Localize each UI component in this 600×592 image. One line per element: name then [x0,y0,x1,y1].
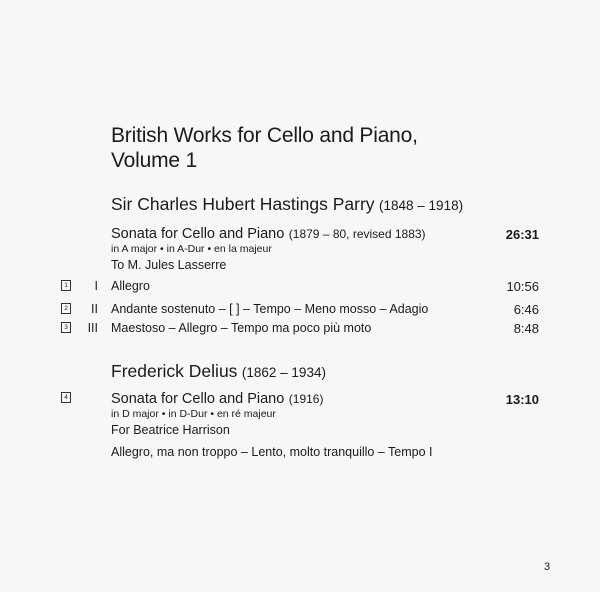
track-title: Maestoso – Allegro – Tempo ma poco più moto [111,321,372,335]
track-number-box: 1 [61,280,71,291]
work-dedication: To M. Jules Lasserre [111,258,227,272]
track-duration: 6:46 [513,302,539,317]
work-title: Sonata for Cello and Piano [111,226,285,242]
work-tempo-markings: Allegro, ma non troppo – Lento, molto tranquillo – Tempo I [111,445,433,459]
track-number-box: 3 [61,322,71,333]
composer-dates: (1848 – 1918) [379,198,464,213]
track-title: Andante sostenuto – [ ] – Tempo – Meno mosso – Adagio [111,302,429,316]
composer-name: Sir Charles Hubert Hastings Parry [111,194,375,214]
movement-number: III [87,321,98,335]
composer-heading [111,361,326,382]
work-heading [111,390,323,408]
track-number-box: 2 [61,303,71,314]
page-number: 3 [544,561,551,573]
composer-heading [111,194,463,215]
work-dates: (1916) [288,392,324,406]
work-heading [111,225,426,243]
track-duration: 10:56 [506,279,539,294]
work-duration: 13:10 [505,392,539,407]
work-dedication: For Beatrice Harrison [111,423,230,437]
work-title: Sonata for Cello and Piano [111,391,285,407]
album-title-line2: Volume 1 [111,149,197,172]
composer-dates: (1862 – 1934) [241,365,326,380]
work-keys: in D major • in D-Dur • en ré majeur [111,408,276,420]
movement-number: II [91,302,98,316]
work-dates: (1879 – 80, revised 1883) [288,227,426,241]
composer-name: Frederick Delius [111,361,238,381]
track-title: Allegro [111,279,150,293]
track-duration: 8:48 [513,321,539,336]
work-duration: 26:31 [505,227,539,242]
track-number-box: 4 [61,392,71,403]
movement-number: I [94,279,98,293]
work-keys: in A major • in A-Dur • en la majeur [111,243,272,255]
album-title-line1: British Works for Cello and Piano, [111,124,418,147]
